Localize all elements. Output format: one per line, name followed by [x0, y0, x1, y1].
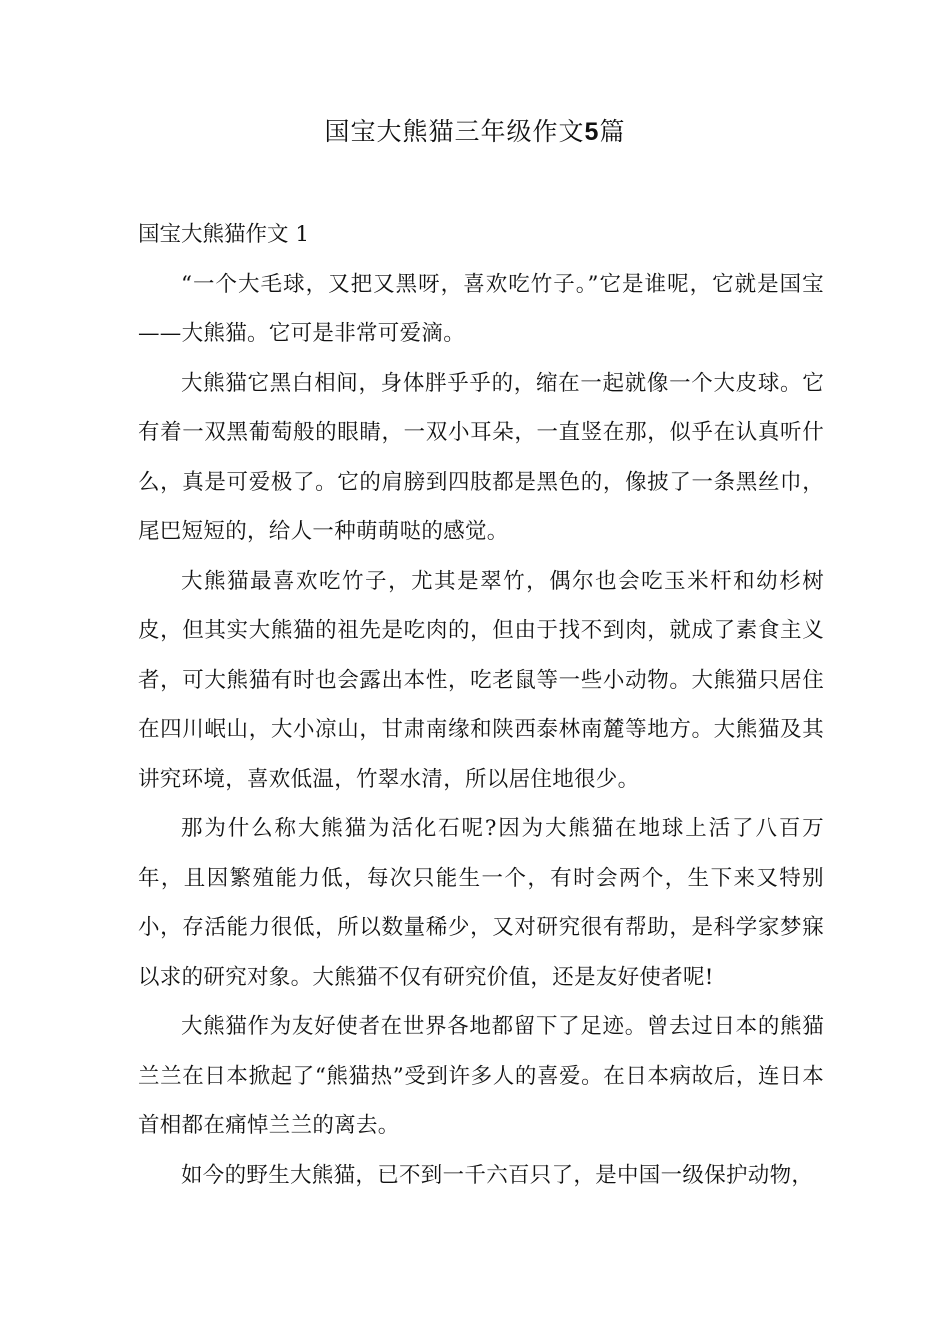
paragraph-3: 大熊猫最喜欢吃竹子，尤其是翠竹，偶尔也会吃玉米杆和幼杉树皮，但其实大熊猫的祖先是吃肉的，但由于找不到肉，就成了素食主义者，可大熊猫有时也会露出本性，吃老鼠等一些小动物。大熊猫只居住在四川岷山，大小凉山，甘肃南缘和陕西泰林南麓等地方。大熊猫及其讲究环境，喜欢低温，竹翠水清，所以居住地很少。 — [138, 568, 824, 792]
title-main: 国宝大熊猫三年级作文 — [324, 117, 585, 146]
document-title — [0, 112, 950, 152]
paragraph-4: 那为什么称大熊猫为活化石呢?因为大熊猫在地球上活了八百万年，且因繁殖能力低，每次只能生一个，有时会两个，生下来又特别小，存活能力很低，所以数量稀少，又对研究很有帮助，是科学家梦寐以求的研究对象。大熊猫不仅有研究价值，还是友好使者呢! — [138, 816, 824, 990]
document-body — [138, 210, 824, 1200]
title-number: 5 — [584, 118, 600, 146]
paragraph-1: “一个大毛球，又把又黑呀，喜欢吃竹子。”它是谁呢，它就是国宝——大熊猫。它可是非常可爱滴。 — [138, 271, 824, 346]
paragraph-2: 大熊猫它黑白相间，身体胖乎乎的，缩在一起就像一个大皮球。它有着一双黑葡萄般的眼睛，一双小耳朵，一直竖在那，似乎在认真听什么，真是可爱极了。它的肩膀到四肢都是黑色的，像披了一条黑丝巾，尾巴短短的，给人一种萌萌哒的感觉。 — [138, 370, 824, 544]
paragraph-5: 大熊猫作为友好使者在世界各地都留下了足迹。曾去过日本的熊猫兰兰在日本掀起了“熊猫热”受到许多人的喜爱。在日本病故后，连日本首相都在痛悼兰兰的离去。 — [138, 1014, 824, 1138]
title-suffix: 篇 — [599, 117, 626, 146]
section-heading: 国宝大熊猫作文 1 — [138, 222, 310, 247]
paragraph-6: 如今的野生大熊猫，已不到一千六百只了，是中国一级保护动物， — [181, 1162, 814, 1188]
